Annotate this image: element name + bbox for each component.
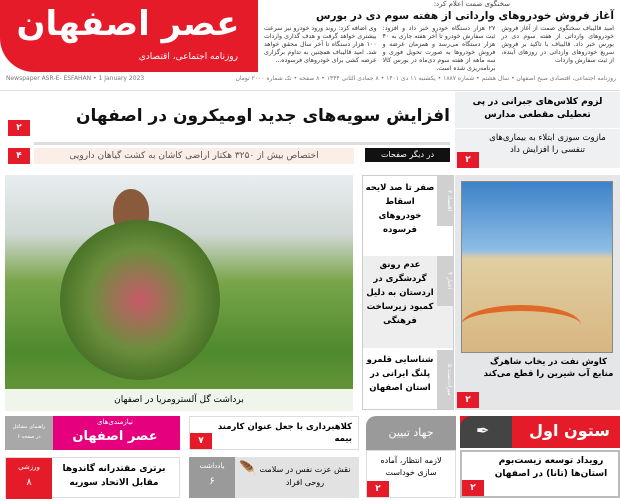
jahad-story[interactable] bbox=[366, 450, 456, 498]
other-pages-column bbox=[362, 175, 454, 410]
english-info: Newspaper ASR-E- ESFAHAN • 1 January 2023 bbox=[6, 75, 145, 82]
first-column-title: ستون اول bbox=[529, 421, 610, 440]
sport-tag bbox=[6, 458, 52, 499]
pipes-illustration bbox=[461, 305, 581, 345]
ads-guide: راهنمای مشاغل bbox=[12, 424, 46, 430]
note-label: یادداشت bbox=[199, 462, 225, 470]
flower-photo bbox=[5, 175, 353, 411]
top-kicker: سخنگوی صمت اعلام کرد: bbox=[433, 0, 510, 8]
oil-caption[interactable]: کاوش نفت در یخاب شاهرگ منابع آب شیرین را قطع می‌کند bbox=[483, 357, 614, 379]
photo-caption: برداشت گل آلسترومریا در اصفهان bbox=[5, 389, 353, 411]
first-column-story[interactable] bbox=[460, 450, 620, 498]
oil-story-box bbox=[455, 175, 620, 410]
note-text: نقش عزت نفس در سلامت روحی افراد bbox=[259, 465, 351, 487]
story-text: برتری مقتدرانه گاندوها مقابل الاتحاد سوریه bbox=[62, 464, 166, 488]
story-headline[interactable]: مازوت سوزی ابتلاء به بیماری‌های تنفسی را افزایش داد bbox=[455, 128, 620, 156]
story-text: رویداد توسعه زیست‌بوم استان‌ها (تانا) در اصفهان bbox=[494, 456, 608, 479]
page-badge: ۴ bbox=[8, 148, 30, 164]
ads-page: در صفحه ۶ bbox=[17, 434, 41, 440]
story-headline[interactable]: لزوم کلاس‌های جبرانی در پی تعطیلی مقطعی مدارس bbox=[472, 97, 603, 120]
masthead-logo bbox=[0, 0, 258, 72]
column: ۲۷ هزار دستگاه خودرو خبر داد و افزود: ثبت سفارش خودرو تا آخر هفته جاری به ۴۰ هزار دستگاه می‌رسد و همزمان عرضه و فروش خودروها به صورت تحویل فوری و سه ماهه از هفته سوم دی‌ماه در بورس کالا برنامه‌ریزی شده است. bbox=[382, 25, 496, 72]
subheadline[interactable]: اختصاص بیش از ۳۲۵۰ هکتار اراضی کاشان به کشت گیاهان دارویی bbox=[34, 148, 354, 164]
main-headline[interactable]: افزایش سویه‌های جدید اومیکرون در اصفهان bbox=[76, 106, 450, 126]
tagline: روزنامه اجتماعی، اقتصادی bbox=[138, 52, 238, 62]
page-badge: ۲ bbox=[457, 392, 479, 408]
other-pages-label: در دیگر صفحات bbox=[365, 148, 450, 162]
first-column-header bbox=[460, 416, 620, 448]
story-text: کلاهبرداری با جعل عنوان کارمند بیمه bbox=[217, 422, 352, 444]
sport-story[interactable] bbox=[5, 457, 180, 498]
ads-title: نیازمندی‌های bbox=[97, 418, 133, 426]
tag-label: اقتصاد bbox=[446, 195, 453, 212]
jahad-tabyin-header: جهاد تبیین bbox=[366, 416, 456, 450]
fraud-story[interactable] bbox=[189, 416, 359, 450]
dark-panel bbox=[460, 416, 512, 448]
page-badge: ۲ bbox=[367, 481, 389, 497]
issue-info-bar bbox=[0, 75, 620, 91]
right-top-box bbox=[455, 92, 620, 168]
note-tag bbox=[189, 457, 235, 498]
pen-icon: ✒ bbox=[476, 421, 490, 440]
section-tag bbox=[437, 256, 453, 306]
divider bbox=[34, 142, 450, 145]
tag-label: میراث‌ست bbox=[446, 368, 453, 396]
tag-page: ۵ bbox=[446, 363, 453, 367]
page-badge: ۲ bbox=[462, 480, 484, 496]
classifieds-banner[interactable] bbox=[5, 416, 180, 450]
section-tag bbox=[437, 176, 453, 226]
section-tag bbox=[437, 350, 453, 409]
note-box[interactable] bbox=[189, 457, 359, 498]
top-story-body bbox=[264, 25, 614, 73]
item-text: شناسایی قلمرو پلنگ ایرانی در استان اصفهان bbox=[366, 355, 434, 393]
tag-label: اخبار bbox=[446, 277, 453, 290]
column: وی اضافه کرد: روند ورود خودرو نیز سرعت بیشتری خواهد گرفت و هدف گذاری واردات ۱۰۰ هزار دستگاه تا آخر سال محقق خواهد شد. امید قالیباف همچنین به تداوم برگزاری عرضه کشی برای خودروهای فرسوده... bbox=[263, 25, 377, 64]
ads-name: عصر اصفهان bbox=[72, 429, 158, 444]
note-page: ۶ bbox=[209, 476, 215, 487]
tag-page: ۴ bbox=[446, 272, 453, 276]
sport-label: ورزشی bbox=[18, 463, 40, 471]
item-text: صفر تا صد لایحه اسقاط خودروهای فرسوده bbox=[365, 183, 435, 235]
page-badge: ۲ bbox=[457, 152, 479, 168]
persian-info: روزنامه اجتماعی، اقتصادی صبح اصفهان • سال هشتم • شماره ۱۸۸۷ • یکشنبه ۱۱ دی ۱۴۰۱ • ۸ جمادی الثانی ۱۴۴۴ • ۸ صفحه • تک شماره ۲۰۰۰ تومان bbox=[235, 75, 616, 82]
feather-icon: 🪶 bbox=[239, 461, 257, 477]
story-text: لازمه انتظار، آماده سازی خوداست bbox=[380, 456, 442, 477]
column: امید قالیباف سخنگوی صمت از آغاز فروش خودروهای وارداتی از هفته سوم دی در بورس خبر داد. قالیباف با تاکید بر فروش سریع خودروهای وارداتی در روزهای آینده، از ثبت سفارش واردات bbox=[501, 25, 614, 64]
page-badge: ۲ bbox=[8, 120, 30, 136]
item-text: عدم رونق گردشگری در اردستان به دلیل کمبود زیرساخت فرهنگی bbox=[366, 260, 434, 326]
flower-bouquet bbox=[60, 220, 220, 380]
logo-text: عصر اصفهان bbox=[16, 4, 240, 44]
top-headline[interactable]: آغاز فروش خودروهای وارداتی از هفته سوم دی در بورس bbox=[315, 10, 614, 22]
page-badge: ۷ bbox=[190, 433, 212, 449]
sport-page: ۸ bbox=[26, 477, 32, 488]
tag-page: ۳ bbox=[446, 190, 453, 194]
